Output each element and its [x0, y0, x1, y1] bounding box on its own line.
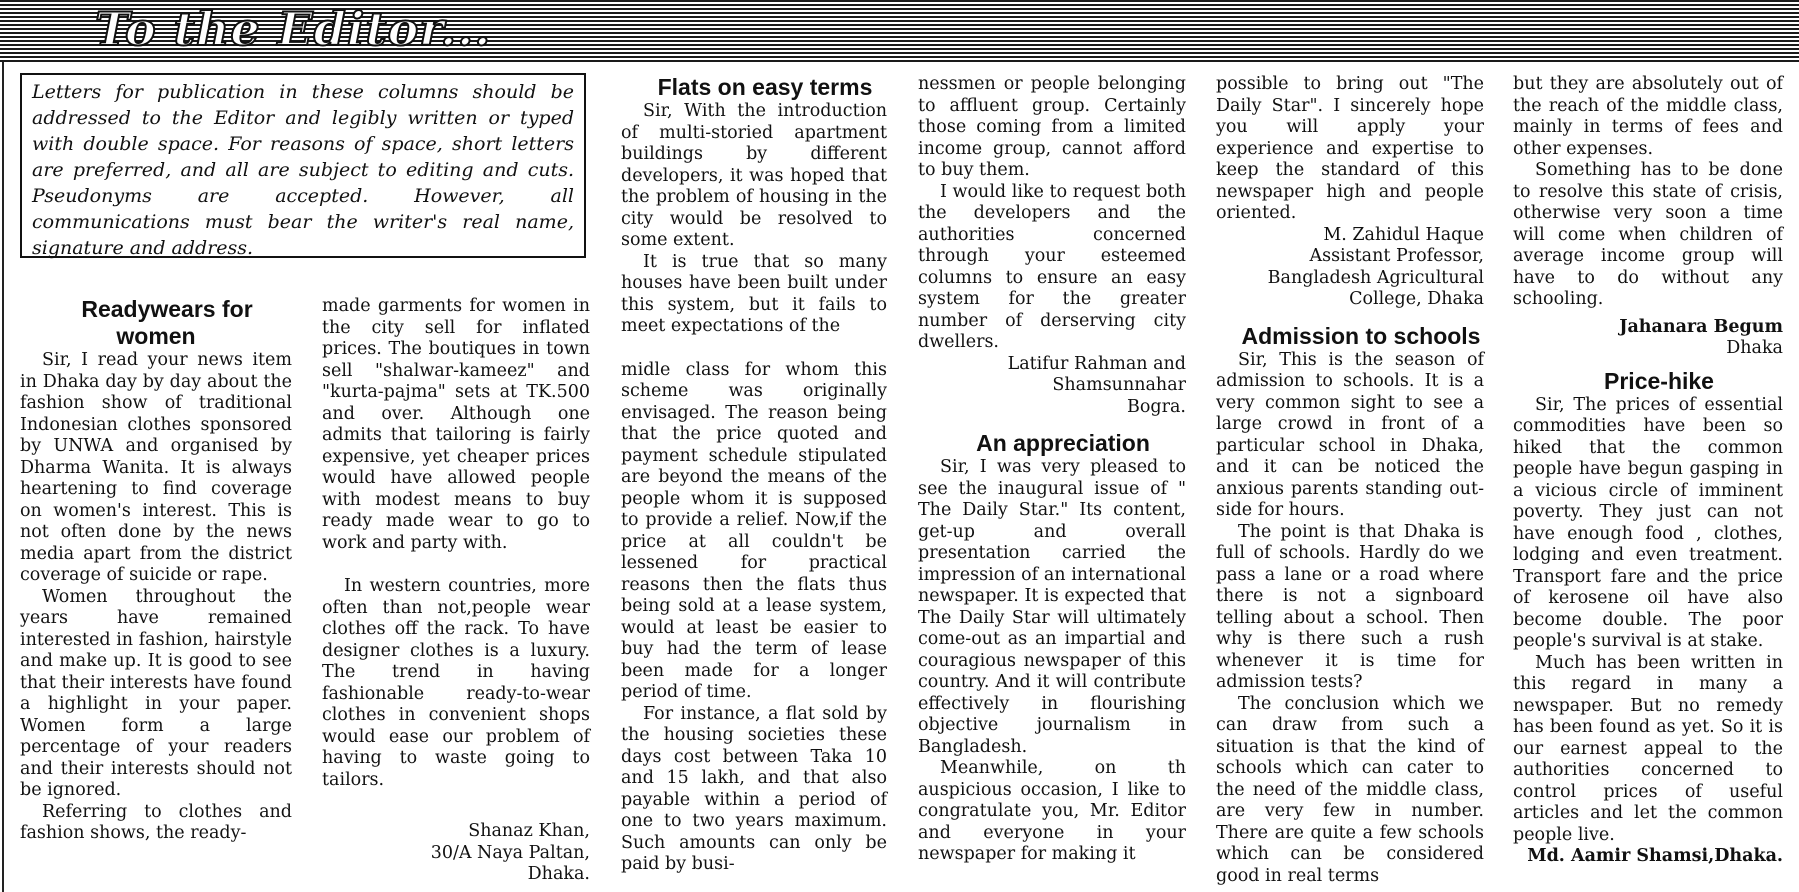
- paragraph: Something has to be done to resolve this state of crisis, otherwise very soon a time will come when children of average income group will have to do without any schooling.: [1513, 160, 1783, 309]
- paragraph: Referring to clothes and fashion shows, the ready-: [20, 801, 292, 843]
- headline-readywears: Readywears for women: [81, 296, 253, 349]
- headline-admission: Admission to schools: [1241, 322, 1481, 349]
- signature: Bogra.: [1127, 396, 1186, 417]
- letter-pricehike-col: [1513, 74, 1783, 868]
- signature: Dhaka: [1726, 338, 1783, 358]
- letter-flats-col1: [621, 74, 887, 876]
- paragraph: Meanwhile, on th auspicious occasion, I like to congratulate you, Mr. Editor and everyone in your newspaper for making it: [918, 758, 1186, 864]
- paragraph: Sir, This is the season of admission to schools. It is a very common sight to see a large crowd in front of a particular school in Dhaka, and it can be noticed the anxious parents standing out- side for hours.: [1216, 349, 1484, 520]
- paragraph: nessmen or people belonging to affluent group. Certainly those coming from a limited income group, cannot afford to buy them.: [918, 74, 1186, 180]
- section-title: To the Editor...: [95, 2, 492, 56]
- signature: Jahanara Begum: [1619, 316, 1783, 337]
- paragraph: possible to bring out "The Daily Star". I sincerely hope you will apply your experience and expertise to keep the standard of this newspaper high and people oriented.: [1216, 74, 1484, 223]
- column-rule: [2, 62, 4, 892]
- paragraph: It is true that so many houses have been built under this system, but it fails to meet expectations of the: [621, 251, 887, 336]
- signature: Md. Aamir Shamsi,Dhaka.: [1527, 846, 1783, 866]
- paragraph: but they are absolutely out of the reach of the middle class, mainly in terms of fees and other expenses.: [1513, 74, 1783, 159]
- signature: Bangladesh Agricultural: [1267, 267, 1484, 288]
- letter-readywears-col1: [20, 296, 292, 845]
- paragraph: For instance, a flat sold by the housing societies these days cost between Taka 10 and 15 lakh, and that also payable within a period of one to two years maximum. Such amounts can only be paid by busi-: [621, 703, 887, 874]
- paragraph: I would like to request both the developers and the authorities concerned through your esteemed columns to ensure an easy system for the greater number of derserving city dwellers.: [918, 181, 1186, 352]
- letter-readywears-col2: [322, 296, 590, 886]
- signature: Latifur Rahman and: [1007, 353, 1186, 374]
- signature: Dhaka.: [527, 864, 590, 884]
- signature: College, Dhaka: [1349, 289, 1484, 309]
- headline-pricehike: Price-hike: [1604, 367, 1714, 394]
- paragraph: Sir, With the introduction of multi-storied apartment buildings by different developers, it was hoped that the problem of housing in the city would be resolved to some extent.: [621, 101, 887, 250]
- paragraph: Women throughout the years have remained interested in fashion, hairstyle and make up. It is good to see that their interests have found a highlight in your paper. Women form a large percentage of your readers and their interests should not be ignored.: [20, 586, 292, 800]
- paragraph: Sir, I was very pleased to see the inaugural issue of " The Daily Star." Its content, get-up and overall presentation carried the impression of an international newspaper. It is expected that The Daily Star will ultimately come-out as an impartial and couragious newspaper of this country. And it will contribute effectively in flourishing objective journalism in Bangladesh.: [918, 457, 1186, 757]
- letter-flats-col2: [918, 74, 1186, 866]
- paragraph: In western countries, more often than not,people wear clothes off the rack. To have designer clothes is a luxury. The trend in having fashionable ready-to-wear clothes in convenient shops would ease our problem of having to waste going to tailors.: [322, 576, 590, 790]
- signature: Shamsunnahar: [1052, 375, 1186, 395]
- paragraph: Sir, I read your news item in Dhaka day by day about the fashion show of traditional Indonesian clothes sponsored by UNWA and organised by Dharma Wanita. It is always heartening to find coverage on women's interest. This is not often done by the news media apart from the district coverage of suicide or rape.: [20, 350, 292, 585]
- signature: 30/A Naya Paltan,: [430, 842, 590, 863]
- paragraph: The conclusion which we can draw from such a situation is that the kind of schools which can cater to the need of the middle class, are very few in number. There are quite a few schools which can be considered good in real terms: [1216, 693, 1484, 886]
- letter-admission-col1: [1216, 74, 1484, 887]
- banner: [0, 0, 1799, 62]
- paragraph: The point is that Dhaka is full of schools. Hardly do we pass a lane or a road where there is not a signboard telling about a school. Then why is there such a rush whenever it is time for admission tests?: [1216, 521, 1484, 692]
- signature: Assistant Professor,: [1309, 246, 1484, 266]
- signature: M. Zahidul Haque: [1323, 224, 1484, 245]
- headline-flats: Flats on easy terms: [657, 74, 873, 100]
- editorial-notice: Letters for publication in these columns should be addressed to the Editor and legibly written or typed with double space. For reasons of space, short letters are preferred, and all are subject to editing and cuts. Pseudonyms are accepted. However, all communications must bear the writer's real name, signature and address.: [20, 73, 586, 258]
- headline-appreciation: An appreciation: [976, 430, 1150, 456]
- paragraph: Sir, The prices of essential commodities have been so hiked that the common people have begun gasping in a vicious circle of imminent poverty. They just can not have enough food , clothes, lodging and even treatment. Transport fare and the price of kerosene oil have also become double. The poor people's survival is at stake.: [1513, 394, 1783, 651]
- paragraph: midle class for whom this scheme was originally envisaged. The reason being that the price quoted and payment schedule stipulated are beyond the means of the people whom it is supposed to provide a relief. Now,if the price at all couldn't be lessened for practical reasons then the flats thus being sold at a lease system, would at least be easier to buy had the term of lease been made for a longer period of time.: [621, 359, 887, 702]
- paragraph: Much has been written in this regard in many a newspaper. But no remedy has been found as yet. So it is our earnest appeal to the authorities concerned to control prices of useful articles and let the common people live.: [1513, 652, 1783, 845]
- signature: Shanaz Khan,: [468, 821, 590, 841]
- paragraph: made garments for women in the city sell for inflated prices. The boutiques in town sell "shalwar-kameez" and "kurta-pajma" sets at TK.500 and over. Although one admits that tailoring is fairly expensive, yet cheaper prices would have allowed people with modest means to buy ready made wear to go to work and party with.: [322, 296, 590, 553]
